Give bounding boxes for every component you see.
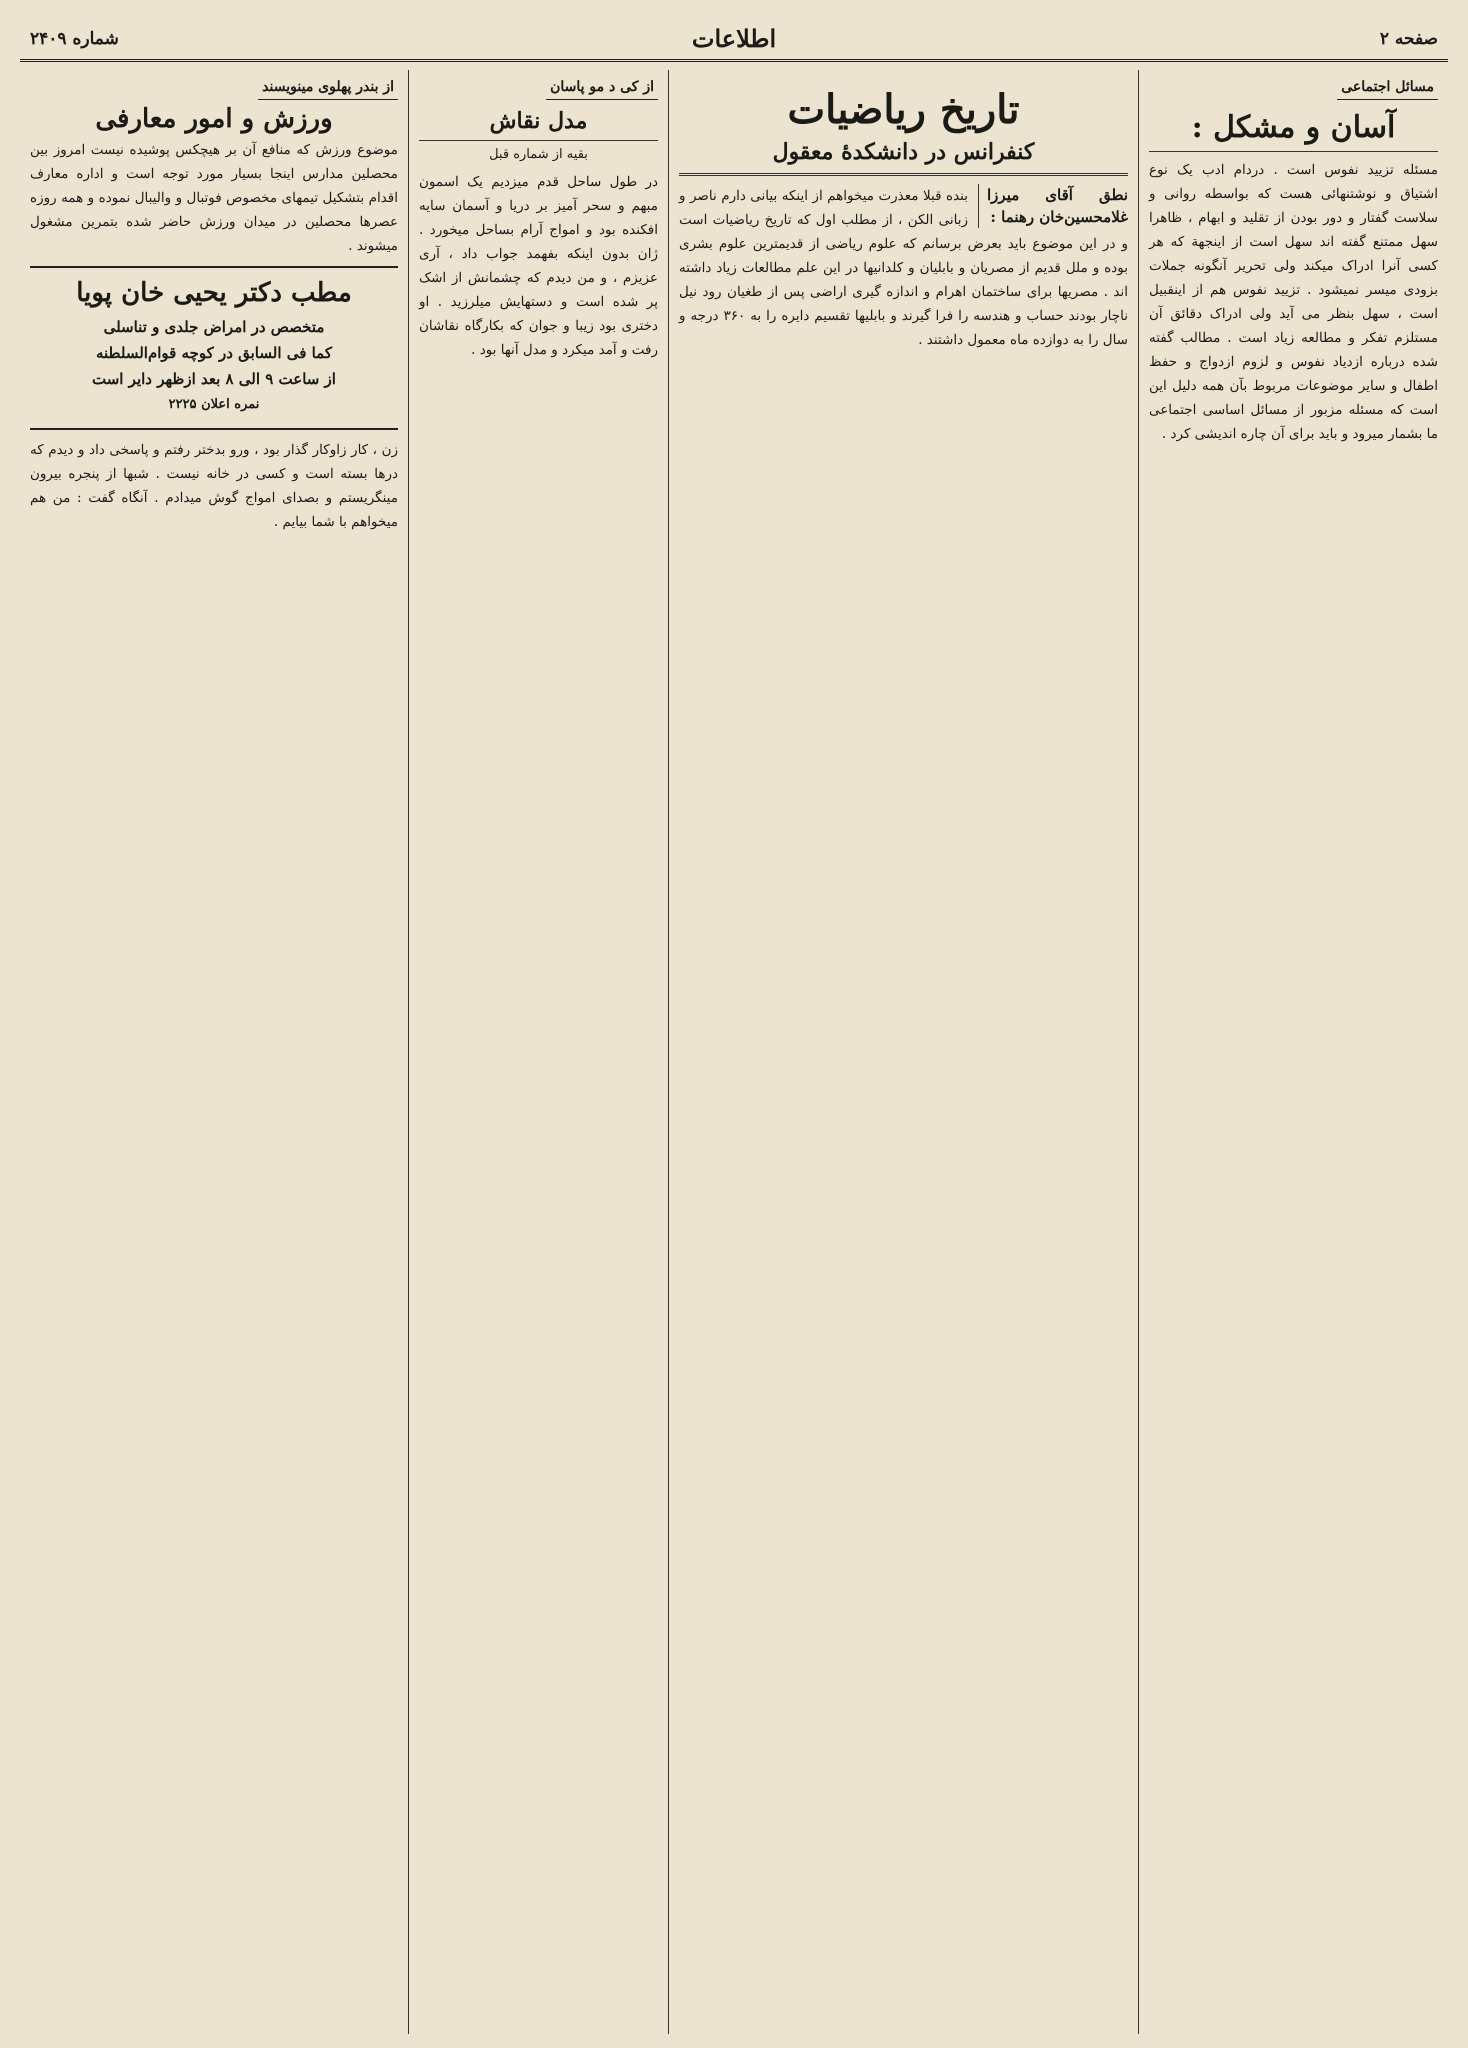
author-tag: از کی د مو پاسان xyxy=(546,77,658,100)
ad-number: نمره اعلان ۲۲۲۵ xyxy=(168,397,260,412)
issue-number: شماره ۲۴۰۹ xyxy=(30,28,119,49)
story-title: مدل نقاش xyxy=(489,108,588,134)
story-body-continued: زن ، کار زاوکار گذار بود ، ورو بدختر رفتم و پاسخی داد و دیدم که درها بسته است و کسی در خانه نیست . شبها از پنجره بیرون مینگریستم و بصدای امواج گوش میدادم . آنگاه گفت : من هم میخواهم با شما بیایم . xyxy=(30,442,398,530)
article-body: موضوع ورزش که منافع آن بر هیچکس پوشیده نیست امروز بین محصلین مدارس اینجا بسیار مورد توجه است و اداره معارف اقدام بتشکیل تیمهای مخصوص فوتبال و والیبال نموده و همه روزه عصرها محصلین در میدان ورزش حاضر شده بتمرین مشغول میشوند . xyxy=(30,142,398,254)
ad-specialty: متخصص در امراض جلدی و تناسلی xyxy=(103,318,325,336)
article-title: آسان و مشکل : xyxy=(1191,110,1396,145)
column-math-history xyxy=(668,70,1138,2034)
section-tag: مسائل اجتماعی xyxy=(1337,77,1438,100)
source-tag: از بندر پهلوی مینویسند xyxy=(258,77,398,100)
column-story xyxy=(408,70,668,2034)
divider xyxy=(1149,151,1438,152)
continued-note: بقیه از شماره قبل xyxy=(489,147,588,162)
article-title: تاریخ ریاضیات xyxy=(787,86,1020,133)
page-number: صفحه ۲ xyxy=(1379,28,1438,49)
ad-address: کما فی السابق در کوچه قوام‌السلطنه xyxy=(95,344,332,362)
column-social-issues xyxy=(1138,70,1448,2034)
article-subtitle: کنفرانس در دانشکدهٔ معقول xyxy=(772,139,1035,165)
ad-title: مطب دکتر یحیی خان پویا xyxy=(76,278,352,308)
paper-name: اطلاعات xyxy=(691,24,777,53)
story-body: در طول ساحل قدم میزدیم یک اسمون مبهم و سحر آمیز بر دریا و آسمان سایه افکنده بود و امواج آرام بساحل میخورد . ژان بدون اینکه بفهمد جواب داد ، آری عزیزم ، و من دیدم که چشمانش از اشک پر شده است و دستهایش میلرزید . او دختری بود زیبا و جوان که بکارگاه نقاشان رفت و آمد میکرد و مدل آنها بود . xyxy=(419,174,658,358)
speaker-name: نطق آقای میرزا غلامحسین‌خان رهنما : xyxy=(978,184,1128,228)
article-title: ورزش و امور معارفی xyxy=(95,104,333,134)
divider xyxy=(679,173,1128,176)
ad-hours: از ساعت ۹ الی ۸ بعد ازظهر دایر است xyxy=(92,370,336,388)
article-columns xyxy=(20,70,1448,2034)
article-body: بنده قبلا معذرت میخواهم از اینکه بیانی دارم ناصر و زبانی الکن ، از مطلب اول که تاریخ ریاضیات است و در این موضوع باید بعرض برسانم که علوم ریاضی از قدیمترین علوم بشری بوده و ملل قدیم از مصریان و بابلیان و کلدانیها در این علم مطالعات زیاد داشته اند . مصریها برای ساختمان اهرام و اندازه گیری اراضی پس از طغیان رود نیل ناچار بودند حساب و هندسه را فرا گیرند و بابلیها تقسیم دایره را به ۳۶۰ درجه و سال را به دوازده ماه معمول داشتند . xyxy=(679,188,1129,348)
divider xyxy=(419,140,658,141)
column-sports-ad xyxy=(20,70,408,2034)
article-body: مسئله تزیید نفوس است . دردام ادب یک نوع اشتیاق و نوشتنهائی هست که بواسطه روانی و سلاست گفتار و دور بودن از تقلید و ابهام ، ظاهرا سهل ممتنع گفته اند سهل است از اینجهة که هر کسی آنرا ادراک میکند ولی تحریر آنگونه جملات بزودی میسر نمیشود . تزیید نفوس هم از اینقبیل است ، سهل بنظر می آید ولی ادراک دقائق آن مستلزم تفکر و مطالعه زیاد است . مطالب گفته شده درباره ازدیاد نفوس و لزوم ازدواج و حفظ اطفال و سایر موضوعات مربوط بآن همه دلیل این است که مسئله مزبور از مسائل اساسی اجتماعی ما بشمار میرود و باید برای آن چاره اندیشی کرد . xyxy=(1149,162,1438,442)
doctor-advertisement xyxy=(30,266,398,430)
masthead xyxy=(20,18,1448,62)
